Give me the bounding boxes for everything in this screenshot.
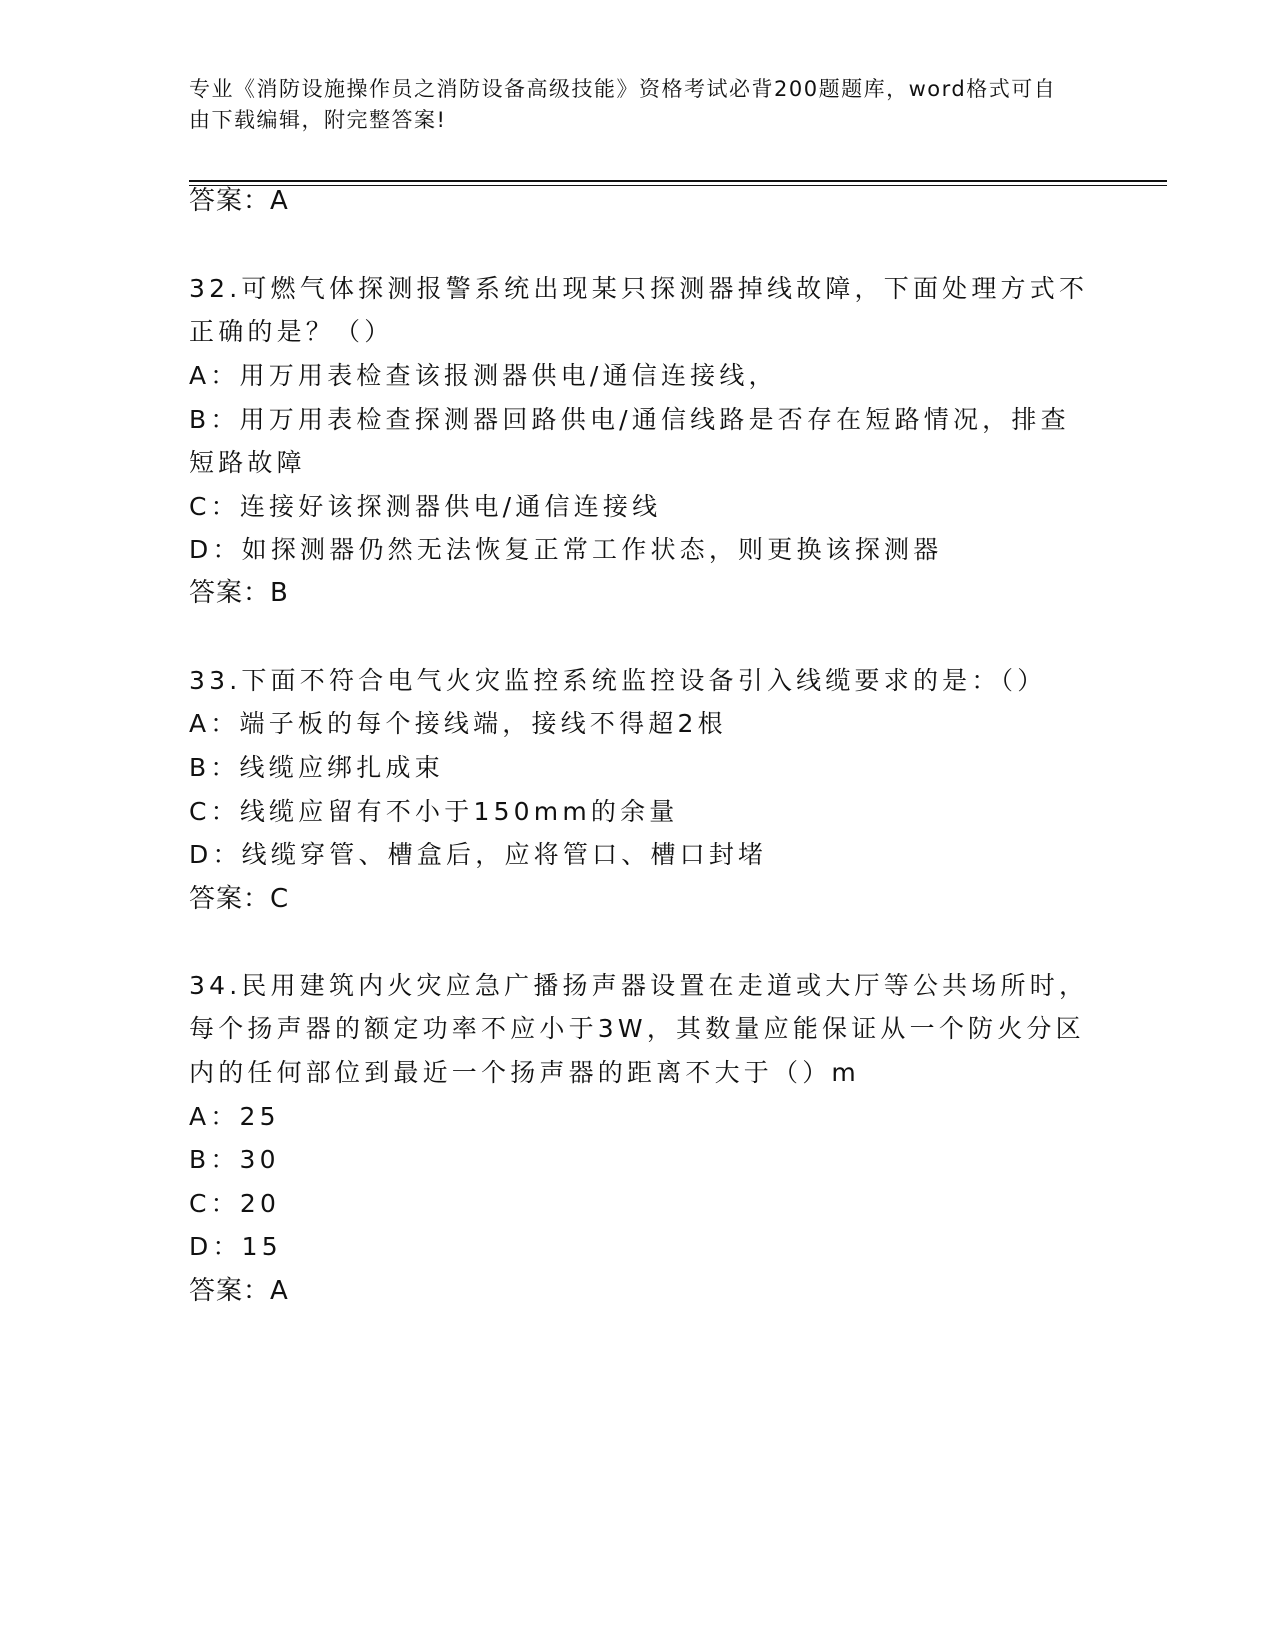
option-c: C：线缆应留有不小于150mm的余量 — [189, 797, 679, 826]
page-header: 专业《消防设施操作员之消防设备高级技能》资格考试必背200题题库，word格式可自由下载编辑，附完整答案! — [189, 77, 1057, 132]
question-stem: 内的任何部位到最近一个扬声器的距离不大于（）m — [189, 1058, 860, 1087]
question-stem: 33.下面不符合电气火灾监控系统监控设备引入线缆要求的是：（） — [189, 666, 1047, 695]
question-stem: 34.民用建筑内火灾应急广播扬声器设置在走道或大厅等公共场所时， — [189, 971, 1089, 1000]
question-stem: 每个扬声器的额定功率不应小于3W，其数量应能保证从一个防火分区 — [189, 1014, 1085, 1043]
question-stem: 正确的是？（） — [189, 317, 394, 346]
option-d: D：线缆穿管、槽盒后，应将管口、槽口封堵 — [189, 840, 768, 869]
header-rule-thick — [189, 180, 1167, 182]
option-b: B：30 — [189, 1145, 280, 1174]
answer-line: 答案：B — [189, 578, 289, 608]
option-a: A：用万用表检查该报测器供电/通信连接线， — [189, 361, 778, 390]
answer-line: 答案：C — [189, 884, 290, 914]
option-c: C：连接好该探测器供电/通信连接线 — [189, 492, 662, 521]
question-stem: 32.可燃气体探测报警系统出现某只探测器掉线故障，下面处理方式不 — [189, 274, 1089, 303]
option-d: D：如探测器仍然无法恢复正常工作状态，则更换该探测器 — [189, 535, 943, 564]
answer-line: 答案：A — [189, 1276, 289, 1306]
option-b: B：用万用表检查探测器回路供电/通信线路是否存在短路情况，排查 — [189, 405, 1070, 434]
option-d: D：15 — [189, 1232, 282, 1261]
option-c: C：20 — [189, 1189, 281, 1218]
option-a: A：端子板的每个接线端，接线不得超2根 — [189, 709, 727, 738]
option-b: 短路故障 — [189, 448, 306, 477]
header-rule-thin — [189, 185, 1167, 186]
answer-line: 答案：A — [189, 186, 289, 216]
option-a: A：25 — [189, 1102, 280, 1131]
option-b: B：线缆应绑扎成束 — [189, 753, 444, 782]
